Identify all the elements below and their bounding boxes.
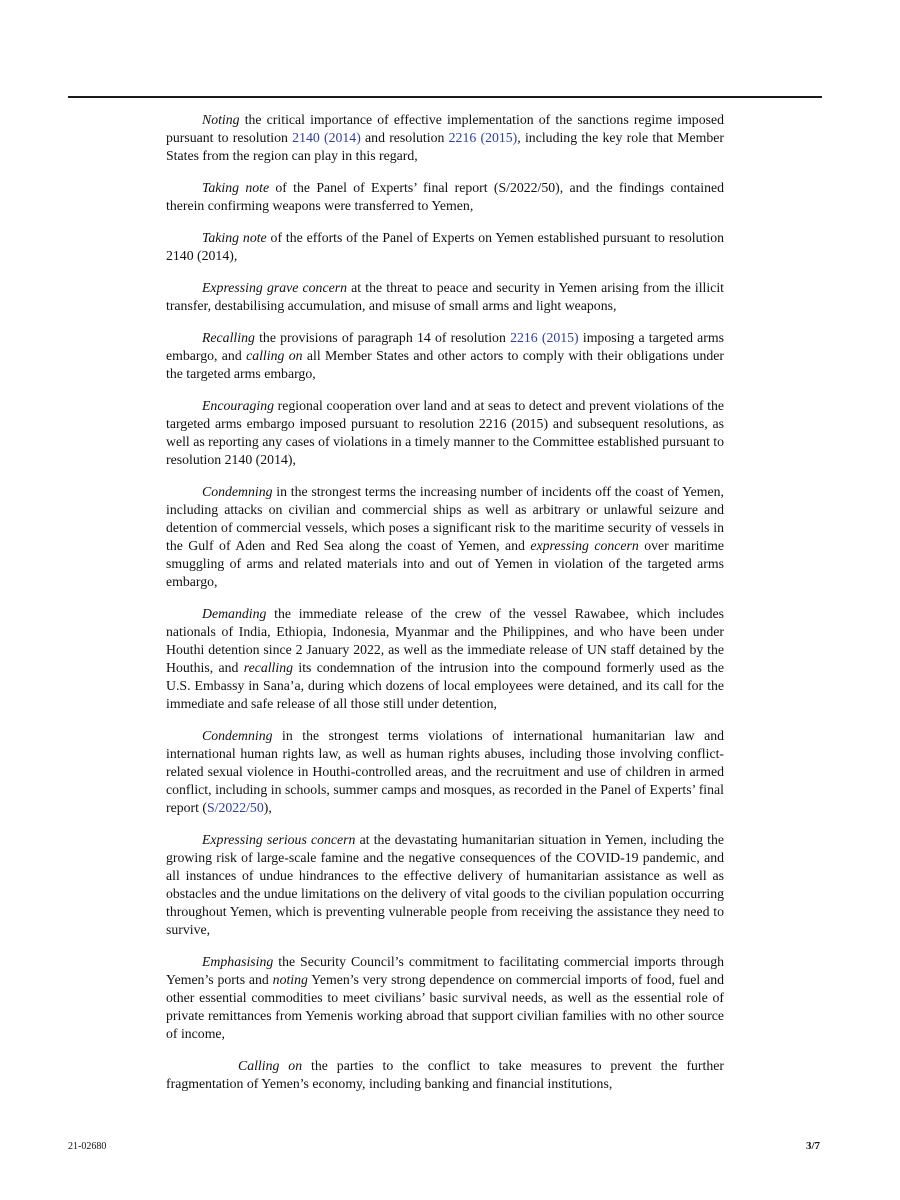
paragraph-demanding: Demanding the immediate release of the crew of the vessel Rawabee, which includes nationals of India, Ethiopia, Indonesia, Myanmar and the Philippines, and who have been under Houthi detention since 2 January 2022, as well as the immediate release of UN staff detained by the Houthis, and recalling its condemnation of the intrusion into the compound formerly used as the U.S. Embassy in Sana’a, during which dozens of local employees were detained, and its call for the immediate and safe release of all those still under detention, xyxy=(166,606,724,711)
paragraph-recalling: Recalling the provisions of paragraph 14 of resolution 2216 (2015) imposing a targeted arms embargo, and calling on all Member States and other actors to comply with their obligations under the targeted arms embargo, xyxy=(166,330,724,381)
header-rule xyxy=(68,96,822,98)
page-number: 3/7 xyxy=(805,1140,820,1152)
link-resolution-2140[interactable]: 2140 (2014) xyxy=(292,130,361,145)
paragraph-condemning-violations: Condemning in the strongest terms violations of international humanitarian law and international human rights law, as well as human rights abuses, including those involving conflict-related sexual violence in Houthi-controlled areas, and the recruitment and use of children in armed conflict, including in schools, summer camps and mosques, as recorded in the Panel of Experts’ final report (S/2022/50), xyxy=(166,728,724,815)
document-body xyxy=(166,111,724,1107)
paragraph-noting: Noting the critical importance of effective implementation of the sanctions regime imposed pursuant to resolution 2140 (2014) and resolution 2216 (2015), including the key role that Member States from the region can play in this regard, xyxy=(166,112,724,163)
paragraph-expressing-grave-concern: Expressing grave concern at the threat to peace and security in Yemen arising from the illicit transfer, destabilising accumulation, and misuse of small arms and light weapons, xyxy=(166,280,724,313)
paragraph-taking-note-panel: Taking note of the efforts of the Panel of Experts on Yemen established pursuant to resolution 2140 (2014), xyxy=(166,230,725,263)
link-report-s-2022-50[interactable]: S/2022/50 xyxy=(207,800,264,815)
paragraph-condemning-incidents: Condemning in the strongest terms the increasing number of incidents off the coast of Yemen, including attacks on civilian and commercial ships as well as arbitrary or unlawful seizure and detention of commercial vessels, which poses a significant risk to the maritime security of vessels in the Gulf of Aden and Red Sea along the coast of Yemen, and expressing concern over maritime smuggling of arms and related materials into and out of Yemen in violation of the targeted arms embargo, xyxy=(166,484,724,589)
paragraph-calling-on: Calling on the parties to the conflict to take measures to prevent the further fragmentation of Yemen’s economy, including banking and financial institutions, xyxy=(166,1058,724,1091)
paragraph-encouraging: Encouraging regional cooperation over land and at seas to detect and prevent violations of the targeted arms embargo imposed pursuant to resolution 2216 (2015) and subsequent resolutions, as well as reporting any cases of violations in a timely manner to the Committee established pursuant to resolution 2140 (2014), xyxy=(166,398,724,467)
link-resolution-2216[interactable]: 2216 (2015) xyxy=(448,130,518,145)
link-resolution-2216-recalling[interactable]: 2216 (2015) xyxy=(510,330,579,345)
paragraph-expressing-serious-concern: Expressing serious concern at the devastating humanitarian situation in Yemen, including the growing risk of large-scale famine and the negative consequences of the COVID-19 pandemic, and all instances of undue hindrances to the effective delivery of humanitarian assistance as well as obstacles and the undue limitations on the delivery of vital goods to the civilian population occurring throughout Yemen, which is preventing vulnerable people from receiving the assistance they need to survive, xyxy=(166,832,724,937)
document-number: 21-02680 xyxy=(68,1141,107,1152)
paragraph-emphasising: Emphasising the Security Council’s commitment to facilitating commercial imports through Yemen’s ports and noting Yemen’s very strong dependence on commercial imports of food, fuel and other essential commodities to meet civilians’ basic survival needs, as well as the essential role of private remittances from Yemenis working abroad that support civilian families with no other source of income, xyxy=(166,954,724,1041)
paragraph-taking-note-report: Taking note of the Panel of Experts’ final report (S/2022/50), and the findings contained therein confirming weapons were transferred to Yemen, xyxy=(166,180,725,213)
